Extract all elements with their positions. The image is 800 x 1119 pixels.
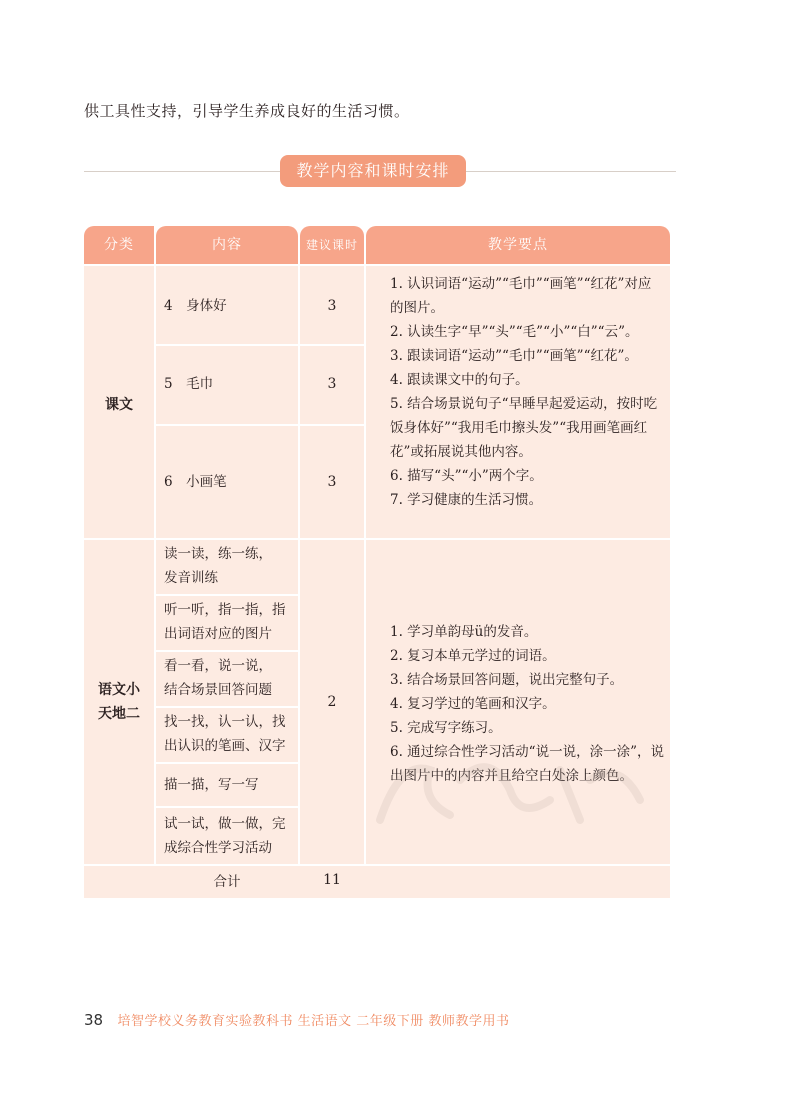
content-line: 出词语对应的图片 bbox=[164, 626, 272, 642]
list-item: 1. 学习单韵母ü的发音。 bbox=[390, 624, 538, 640]
content-cell bbox=[164, 710, 286, 758]
list-item: 6. 通过综合性学习活动“说一说，涂一涂”，说出图片中的内容并且给空白处涂上颜色。 bbox=[390, 744, 664, 784]
content-line: 试一试，做一做，完 bbox=[164, 816, 286, 832]
content-cell: 6 小画笔 bbox=[164, 474, 227, 490]
list-item: 5. 完成写字练习。 bbox=[390, 720, 502, 736]
header-content: 内容 bbox=[156, 226, 298, 264]
category-line: 语文小 bbox=[98, 682, 140, 698]
content-cell: 5 毛巾 bbox=[164, 376, 214, 392]
list-item: 4. 复习学过的笔画和汉字。 bbox=[390, 696, 556, 712]
content-cell bbox=[164, 654, 272, 702]
list-item: 5. 结合场景说句子“早睡早起爱运动，按时吃饭身体好”“我用毛巾擦头发”“我用画笔画红花”或拓展说其他内容。 bbox=[390, 396, 658, 460]
content-line: 找一找，认一认，找 bbox=[164, 714, 286, 730]
content-cell bbox=[164, 598, 286, 646]
list-item: 4. 跟读课文中的句子。 bbox=[390, 372, 529, 388]
content-line: 读一读，练一练， bbox=[164, 546, 272, 562]
list-item: 3. 结合场景回答问题，说出完整句子。 bbox=[390, 672, 624, 688]
content-line: 发音训练 bbox=[164, 570, 218, 586]
hours-value: 3 bbox=[327, 298, 337, 314]
total-label: 合计 bbox=[213, 874, 241, 890]
list-item: 6. 描写“头”“小”两个字。 bbox=[390, 468, 543, 484]
hours-value: 2 bbox=[327, 694, 337, 710]
content-cell: 描一描，写一写 bbox=[164, 777, 259, 793]
page-number: 38 bbox=[84, 1011, 104, 1029]
divider-left bbox=[84, 171, 280, 172]
content-cell bbox=[164, 812, 286, 860]
watermark-logo bbox=[360, 740, 660, 840]
page-footer bbox=[84, 1010, 509, 1029]
content-line: 结合场景回答问题 bbox=[164, 682, 272, 698]
content-cell: 4 身体好 bbox=[164, 298, 227, 314]
section-title: 教学内容和课时安排 bbox=[280, 155, 466, 187]
content-cell bbox=[164, 542, 272, 590]
list-item: 7. 学习健康的生活习惯。 bbox=[390, 492, 543, 508]
hours-value: 3 bbox=[327, 474, 337, 490]
list-item: 2. 复习本单元学过的词语。 bbox=[390, 648, 556, 664]
book-title: 培智学校义务教育实验教科书 生活语文 二年级下册 教师教学用书 bbox=[117, 1014, 510, 1029]
total-hours: 11 bbox=[323, 872, 341, 888]
list-item: 2. 认读生字“早”“头”“毛”“小”“白”“云”。 bbox=[390, 324, 639, 340]
list-item: 3. 跟读词语“运动”“毛巾”“画笔”“红花”。 bbox=[390, 348, 638, 364]
category-line: 天地二 bbox=[98, 706, 140, 722]
list-item: 1. 认识词语“运动”“毛巾”“画笔”“红花”对应的图片。 bbox=[390, 276, 652, 316]
requirements-list-kewen bbox=[374, 272, 664, 512]
divider-right bbox=[466, 171, 676, 172]
content-line: 成综合性学习活动 bbox=[164, 840, 272, 856]
category-label-yuwen bbox=[84, 678, 154, 726]
intro-text: 供工具性支持，引导学生养成良好的生活习惯。 bbox=[84, 102, 410, 120]
table-header bbox=[84, 226, 670, 264]
content-line: 出认识的笔画、汉字 bbox=[164, 738, 286, 754]
header-hours: 建议课时 bbox=[300, 226, 364, 264]
header-requirements: 教学要点 bbox=[366, 226, 670, 264]
category-label-kewen: 课文 bbox=[105, 397, 133, 413]
content-line: 听一听，指一指，指 bbox=[164, 602, 286, 618]
header-category: 分类 bbox=[84, 226, 154, 264]
content-line: 看一看，说一说， bbox=[164, 658, 272, 674]
section-title-bar bbox=[84, 152, 676, 190]
hours-value: 3 bbox=[327, 376, 337, 392]
